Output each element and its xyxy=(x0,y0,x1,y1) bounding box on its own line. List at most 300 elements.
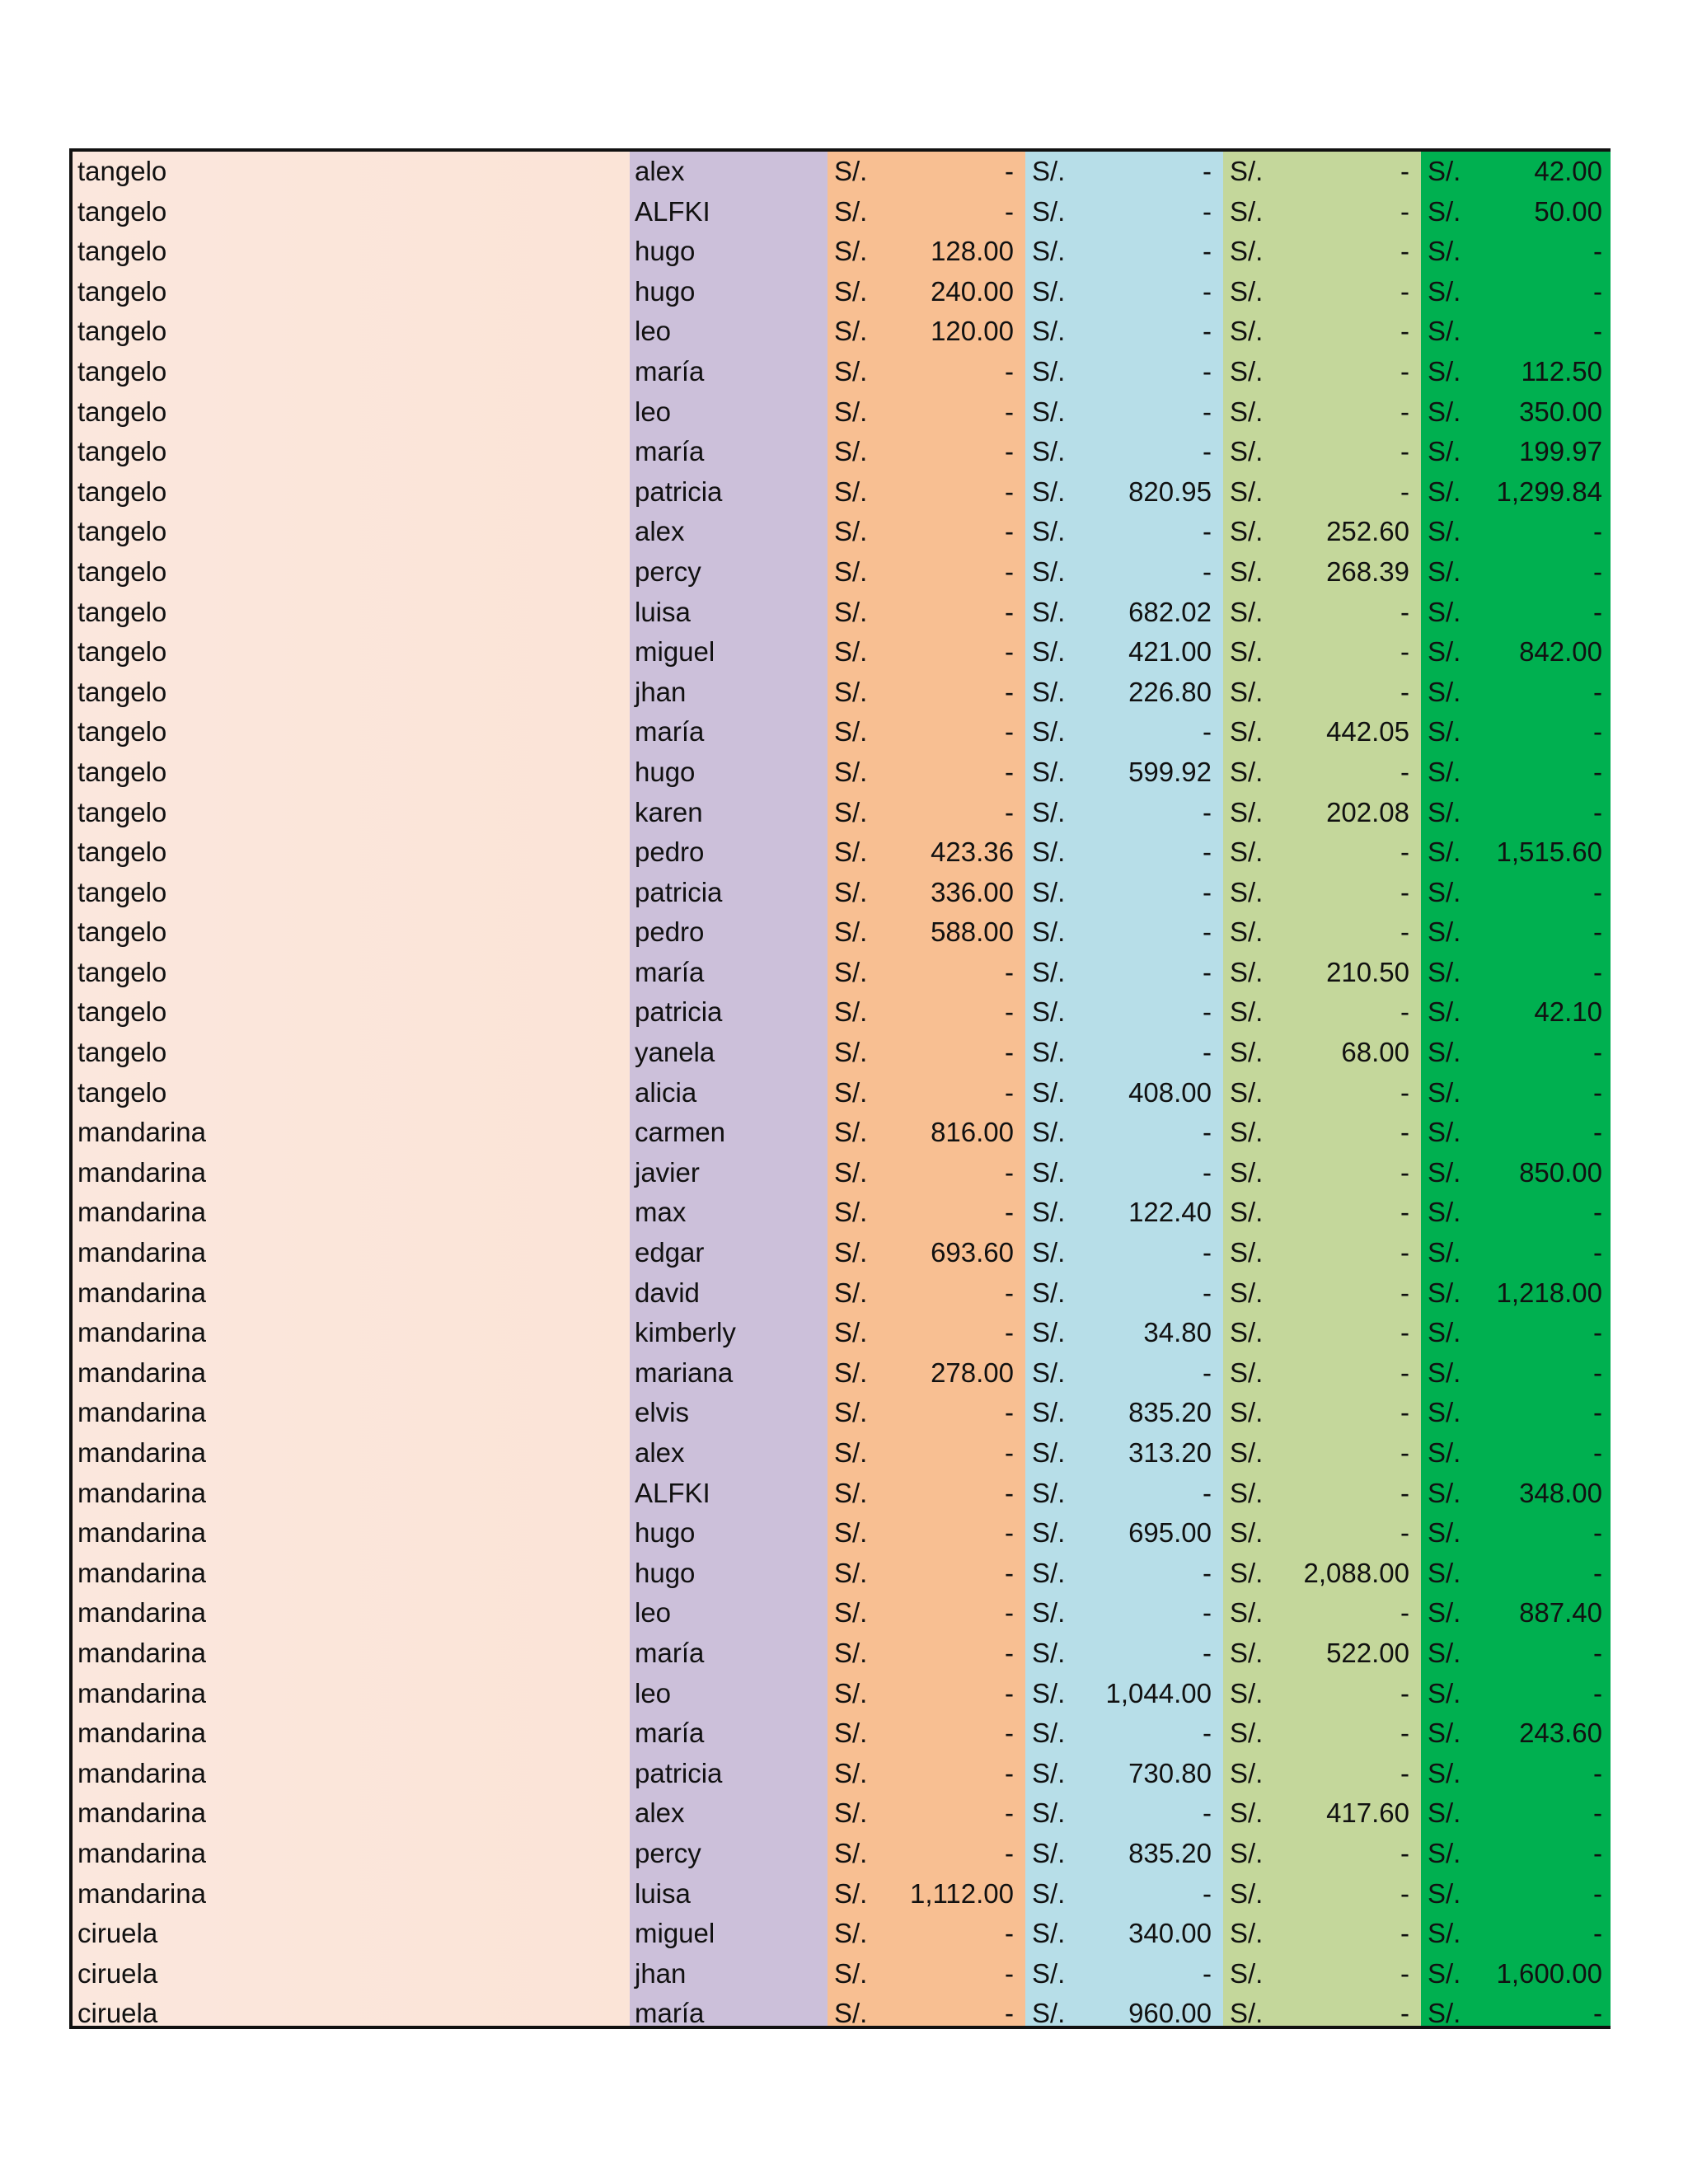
cliente-cell[interactable]: jhan xyxy=(635,676,687,707)
amount-cell-b[interactable]: - xyxy=(1203,956,1212,987)
amount-cell-c[interactable]: - xyxy=(1400,1277,1409,1308)
amount-cell-d[interactable]: - xyxy=(1593,1076,1602,1108)
amount-cell-b[interactable]: 313.20 xyxy=(1128,1437,1212,1468)
producto-cell[interactable]: mandarina xyxy=(77,1156,206,1188)
amount-cell-b[interactable]: - xyxy=(1203,1237,1212,1268)
amount-cell-b[interactable]: - xyxy=(1203,275,1212,307)
amount-cell-c[interactable]: 522.00 xyxy=(1326,1637,1409,1668)
amount-cell-a[interactable]: 128.00 xyxy=(931,236,1014,267)
currency-symbol: S/. xyxy=(1230,956,1264,987)
cliente-cell[interactable]: kimberly xyxy=(635,1317,736,1348)
producto-cell[interactable]: tangelo xyxy=(77,837,167,868)
amount-cell-b[interactable]: - xyxy=(1203,1718,1212,1749)
amount-cell-c[interactable]: - xyxy=(1400,1918,1409,1949)
amount-cell-a[interactable]: 693.60 xyxy=(931,1237,1014,1268)
amount-cell-b[interactable]: 421.00 xyxy=(1128,636,1212,668)
cliente-cell[interactable]: patricia xyxy=(635,1757,723,1788)
producto-cell[interactable]: mandarina xyxy=(77,1117,206,1148)
amount-cell-d[interactable]: - xyxy=(1593,676,1602,707)
cliente-cell[interactable]: leo xyxy=(635,1597,672,1629)
amount-cell-a[interactable]: - xyxy=(1005,156,1014,186)
amount-cell-b[interactable]: 340.00 xyxy=(1128,1918,1212,1949)
amount-cell-d[interactable]: - xyxy=(1593,1637,1602,1668)
amount-cell-d[interactable]: - xyxy=(1593,1517,1602,1549)
cliente-cell[interactable]: patricia xyxy=(635,876,723,907)
amount-cell-c[interactable]: - xyxy=(1400,1397,1409,1428)
cliente-cell[interactable]: hugo xyxy=(635,756,696,787)
amount-cell-a[interactable]: - xyxy=(1005,796,1014,827)
producto-cell[interactable]: mandarina xyxy=(77,1197,206,1228)
cliente-cell[interactable]: karen xyxy=(635,796,703,827)
amount-cell-c[interactable]: 252.60 xyxy=(1326,516,1409,547)
cliente-cell[interactable]: hugo xyxy=(635,236,696,267)
amount-cell-d[interactable]: - xyxy=(1593,555,1602,587)
amount-cell-b[interactable]: 122.40 xyxy=(1128,1197,1212,1228)
producto-cell[interactable]: tangelo xyxy=(77,916,167,948)
amount-cell-d[interactable]: 112.50 xyxy=(1521,355,1602,387)
producto-cell[interactable]: tangelo xyxy=(77,476,167,507)
amount-cell-b[interactable]: - xyxy=(1203,1277,1212,1308)
amount-cell-c[interactable]: - xyxy=(1400,396,1409,427)
amount-cell-d[interactable]: 350.00 xyxy=(1519,396,1602,427)
producto-cell[interactable]: mandarina xyxy=(77,1718,206,1749)
cliente-cell[interactable]: maría xyxy=(635,1637,705,1668)
amount-cell-c[interactable]: - xyxy=(1400,156,1409,186)
amount-cell-d[interactable]: - xyxy=(1593,1757,1602,1788)
amount-cell-d[interactable]: - xyxy=(1593,756,1602,787)
producto-cell[interactable]: tangelo xyxy=(77,996,167,1028)
amount-cell-a[interactable]: - xyxy=(1005,1437,1014,1468)
amount-cell-c[interactable]: - xyxy=(1400,1437,1409,1468)
amount-cell-c[interactable]: 442.05 xyxy=(1326,716,1409,748)
amount-cell-c[interactable]: - xyxy=(1400,1957,1409,1989)
amount-cell-a[interactable]: 1,112.00 xyxy=(909,1877,1014,1909)
cliente-cell[interactable]: leo xyxy=(635,1677,672,1708)
cliente-cell[interactable]: jhan xyxy=(635,1957,687,1989)
amount-cell-c[interactable]: - xyxy=(1400,1477,1409,1508)
producto-cell[interactable]: tangelo xyxy=(77,236,167,267)
amount-cell-d[interactable]: 50.00 xyxy=(1534,195,1602,227)
amount-cell-b[interactable]: - xyxy=(1203,1957,1212,1989)
amount-cell-d[interactable]: - xyxy=(1593,1037,1602,1068)
amount-cell-d[interactable]: - xyxy=(1593,716,1602,748)
amount-cell-b[interactable]: - xyxy=(1203,876,1212,907)
table-row xyxy=(73,152,1607,192)
producto-cell[interactable]: tangelo xyxy=(77,1037,167,1068)
cliente-cell[interactable]: edgar xyxy=(635,1237,705,1268)
amount-cell-d[interactable]: 1,218.00 xyxy=(1496,1277,1602,1308)
cliente-cell[interactable]: leo xyxy=(635,316,672,347)
amount-cell-d[interactable]: - xyxy=(1593,236,1602,267)
amount-cell-a[interactable]: - xyxy=(1005,1156,1014,1188)
cliente-cell[interactable]: alex xyxy=(635,1437,685,1468)
cliente-cell[interactable]: alicia xyxy=(635,1076,697,1108)
amount-cell-b[interactable]: - xyxy=(1203,195,1212,227)
amount-cell-b[interactable]: - xyxy=(1203,355,1212,387)
amount-cell-b[interactable]: - xyxy=(1203,1156,1212,1188)
amount-cell-b[interactable]: - xyxy=(1203,1037,1212,1068)
cliente-cell[interactable]: mariana xyxy=(635,1357,734,1388)
producto-cell[interactable]: ciruela xyxy=(77,1957,158,1989)
amount-cell-c[interactable]: - xyxy=(1400,1877,1409,1909)
amount-cell-b[interactable]: - xyxy=(1203,1357,1212,1388)
cliente-cell[interactable]: miguel xyxy=(635,636,715,668)
amount-cell-d[interactable]: - xyxy=(1593,275,1602,307)
amount-cell-a[interactable]: - xyxy=(1005,1557,1014,1588)
cliente-cell[interactable]: luisa xyxy=(635,596,691,627)
amount-cell-a[interactable]: - xyxy=(1005,195,1014,227)
amount-cell-b[interactable]: - xyxy=(1203,1797,1212,1829)
amount-cell-b[interactable]: - xyxy=(1203,1117,1212,1148)
cliente-cell[interactable]: alex xyxy=(635,516,685,547)
amount-cell-d[interactable]: - xyxy=(1593,1837,1602,1868)
cliente-cell[interactable]: maría xyxy=(635,1718,705,1749)
producto-cell[interactable]: mandarina xyxy=(77,1357,206,1388)
currency-symbol: S/. xyxy=(834,1437,868,1468)
producto-cell[interactable]: tangelo xyxy=(77,716,167,748)
amount-cell-b[interactable]: 682.02 xyxy=(1128,596,1212,627)
currency-symbol: S/. xyxy=(834,1477,868,1508)
amount-cell-d[interactable]: - xyxy=(1593,1357,1602,1388)
cliente-cell[interactable]: miguel xyxy=(635,1918,715,1949)
amount-cell-a[interactable]: - xyxy=(1005,355,1014,387)
producto-cell[interactable]: mandarina xyxy=(77,1477,206,1508)
amount-cell-b[interactable]: - xyxy=(1203,1597,1212,1629)
amount-cell-a[interactable]: - xyxy=(1005,636,1014,668)
amount-cell-c[interactable]: - xyxy=(1400,275,1409,307)
cliente-cell[interactable]: luisa xyxy=(635,1877,691,1909)
amount-cell-b[interactable]: 408.00 xyxy=(1128,1076,1212,1108)
currency-symbol: S/. xyxy=(1032,1156,1066,1188)
cliente-cell[interactable]: david xyxy=(635,1277,700,1308)
amount-cell-b[interactable]: 835.20 xyxy=(1128,1837,1212,1868)
amount-cell-a[interactable]: - xyxy=(1005,1277,1014,1308)
amount-cell-a[interactable]: - xyxy=(1005,1918,1014,1949)
amount-cell-c[interactable]: - xyxy=(1400,1197,1409,1228)
producto-cell[interactable]: tangelo xyxy=(77,1076,167,1108)
producto-cell[interactable]: tangelo xyxy=(77,796,167,827)
amount-cell-c[interactable]: - xyxy=(1400,876,1409,907)
cliente-cell[interactable]: maría xyxy=(635,436,705,467)
amount-cell-a[interactable]: - xyxy=(1005,756,1014,787)
amount-cell-b[interactable]: - xyxy=(1203,236,1212,267)
cliente-cell[interactable]: elvis xyxy=(635,1397,690,1428)
cliente-cell[interactable]: alex xyxy=(635,1797,685,1829)
amount-cell-c[interactable]: - xyxy=(1400,236,1409,267)
amount-cell-d[interactable]: - xyxy=(1593,1918,1602,1949)
amount-cell-b[interactable]: - xyxy=(1203,837,1212,868)
producto-cell[interactable]: tangelo xyxy=(77,436,167,467)
amount-cell-c[interactable]: - xyxy=(1400,756,1409,787)
amount-cell-b[interactable]: - xyxy=(1203,516,1212,547)
cliente-cell[interactable]: percy xyxy=(635,555,701,587)
amount-cell-c[interactable]: 2,088.00 xyxy=(1303,1557,1409,1588)
cliente-cell[interactable]: yanela xyxy=(635,1037,715,1068)
amount-cell-a[interactable]: - xyxy=(1005,1718,1014,1749)
cliente-cell[interactable]: patricia xyxy=(635,476,723,507)
cliente-cell[interactable]: maría xyxy=(635,956,705,987)
producto-cell[interactable]: tangelo xyxy=(77,516,167,547)
amount-cell-a[interactable]: - xyxy=(1005,1517,1014,1549)
amount-cell-a[interactable]: - xyxy=(1005,1197,1014,1228)
amount-cell-a[interactable]: - xyxy=(1005,1317,1014,1348)
amount-cell-a[interactable]: - xyxy=(1005,716,1014,748)
amount-cell-b[interactable]: - xyxy=(1203,1477,1212,1508)
producto-cell[interactable]: mandarina xyxy=(77,1597,206,1629)
amount-cell-c[interactable]: 202.08 xyxy=(1326,796,1409,827)
amount-cell-c[interactable]: - xyxy=(1400,195,1409,227)
producto-cell[interactable]: mandarina xyxy=(77,1557,206,1588)
currency-symbol: S/. xyxy=(1428,1877,1461,1909)
amount-cell-c[interactable]: - xyxy=(1400,1156,1409,1188)
producto-cell[interactable]: mandarina xyxy=(77,1317,206,1348)
amount-cell-b[interactable]: 835.20 xyxy=(1128,1397,1212,1428)
amount-cell-d[interactable]: - xyxy=(1593,1397,1602,1428)
amount-cell-a[interactable]: - xyxy=(1005,596,1014,627)
producto-cell[interactable]: tangelo xyxy=(77,195,167,227)
amount-cell-c[interactable]: - xyxy=(1400,355,1409,387)
cliente-cell[interactable]: hugo xyxy=(635,1557,696,1588)
cliente-cell[interactable]: pedro xyxy=(635,916,705,948)
amount-cell-d[interactable]: - xyxy=(1593,956,1602,987)
amount-cell-a[interactable]: - xyxy=(1005,1757,1014,1788)
amount-cell-d[interactable]: - xyxy=(1593,1797,1602,1829)
cliente-cell[interactable]: maría xyxy=(635,1998,705,2029)
amount-cell-a[interactable]: - xyxy=(1005,1797,1014,1829)
amount-cell-a[interactable]: 816.00 xyxy=(931,1117,1014,1148)
amount-cell-b[interactable]: - xyxy=(1203,156,1212,186)
amount-cell-d[interactable]: - xyxy=(1593,876,1602,907)
amount-cell-a[interactable]: - xyxy=(1005,1957,1014,1989)
producto-cell[interactable]: tangelo xyxy=(77,676,167,707)
amount-cell-b[interactable]: 34.80 xyxy=(1143,1317,1212,1348)
producto-cell[interactable]: tangelo xyxy=(77,756,167,787)
amount-cell-a[interactable]: - xyxy=(1005,1637,1014,1668)
producto-cell[interactable]: mandarina xyxy=(77,1797,206,1829)
producto-cell[interactable]: tangelo xyxy=(77,596,167,627)
amount-cell-d[interactable]: 42.10 xyxy=(1534,996,1602,1028)
cliente-cell[interactable]: hugo xyxy=(635,1517,696,1549)
producto-cell[interactable]: ciruela xyxy=(77,1918,158,1949)
amount-cell-d[interactable]: - xyxy=(1593,1877,1602,1909)
amount-cell-a[interactable]: - xyxy=(1005,555,1014,587)
amount-cell-d[interactable]: - xyxy=(1593,1237,1602,1268)
producto-cell[interactable]: ciruela xyxy=(77,1998,158,2029)
currency-symbol: S/. xyxy=(1428,476,1461,507)
amount-cell-c[interactable]: - xyxy=(1400,916,1409,948)
amount-cell-a[interactable]: 423.36 xyxy=(931,837,1014,868)
producto-cell[interactable]: tangelo xyxy=(77,876,167,907)
amount-cell-c[interactable]: - xyxy=(1400,1357,1409,1388)
amount-cell-a[interactable]: - xyxy=(1005,476,1014,507)
amount-cell-b[interactable]: - xyxy=(1203,555,1212,587)
amount-cell-b[interactable]: - xyxy=(1203,716,1212,748)
amount-cell-a[interactable]: - xyxy=(1005,1677,1014,1708)
producto-cell[interactable]: tangelo xyxy=(77,316,167,347)
amount-cell-c[interactable]: - xyxy=(1400,1117,1409,1148)
currency-symbol: S/. xyxy=(1032,1237,1066,1268)
amount-cell-a[interactable]: - xyxy=(1005,1037,1014,1068)
table-row xyxy=(73,1994,1607,2034)
amount-cell-d[interactable]: - xyxy=(1593,1677,1602,1708)
amount-cell-b[interactable]: - xyxy=(1203,1637,1212,1668)
amount-cell-d[interactable]: 348.00 xyxy=(1519,1477,1602,1508)
amount-cell-c[interactable]: - xyxy=(1400,996,1409,1028)
amount-cell-a[interactable]: - xyxy=(1005,1076,1014,1108)
amount-cell-d[interactable]: - xyxy=(1593,1557,1602,1588)
amount-cell-c[interactable]: - xyxy=(1400,1597,1409,1629)
currency-symbol: S/. xyxy=(1032,916,1066,948)
producto-cell[interactable]: mandarina xyxy=(77,1397,206,1428)
cliente-cell[interactable]: pedro xyxy=(635,837,705,868)
amount-cell-c[interactable]: - xyxy=(1400,1237,1409,1268)
amount-cell-d[interactable]: 1,299.84 xyxy=(1496,476,1602,507)
cliente-cell[interactable]: patricia xyxy=(635,996,723,1028)
amount-cell-a[interactable]: - xyxy=(1005,436,1014,467)
amount-cell-b[interactable]: 730.80 xyxy=(1128,1757,1212,1788)
amount-cell-c[interactable]: - xyxy=(1400,1076,1409,1108)
cliente-cell[interactable]: maría xyxy=(635,355,705,387)
amount-cell-a[interactable]: - xyxy=(1005,1397,1014,1428)
amount-cell-a[interactable]: 240.00 xyxy=(931,275,1014,307)
amount-cell-b[interactable]: - xyxy=(1203,396,1212,427)
amount-cell-d[interactable]: - xyxy=(1593,1117,1602,1148)
cliente-cell[interactable]: alex xyxy=(635,156,685,186)
table-row xyxy=(73,912,1607,953)
amount-cell-d[interactable]: - xyxy=(1593,516,1602,547)
amount-cell-b[interactable]: 695.00 xyxy=(1128,1517,1212,1549)
amount-cell-d[interactable]: 887.40 xyxy=(1519,1597,1602,1629)
amount-cell-d[interactable]: 243.60 xyxy=(1519,1718,1602,1749)
amount-cell-a[interactable]: - xyxy=(1005,516,1014,547)
amount-cell-c[interactable]: 68.00 xyxy=(1341,1037,1409,1068)
amount-cell-d[interactable]: 842.00 xyxy=(1519,636,1602,668)
producto-cell[interactable]: mandarina xyxy=(77,1837,206,1868)
amount-cell-a[interactable]: - xyxy=(1005,676,1014,707)
cliente-cell[interactable]: javier xyxy=(635,1156,700,1188)
cliente-cell[interactable]: max xyxy=(635,1197,687,1228)
amount-cell-c[interactable]: - xyxy=(1400,1317,1409,1348)
amount-cell-b[interactable]: - xyxy=(1203,996,1212,1028)
amount-cell-a[interactable]: 120.00 xyxy=(931,316,1014,347)
amount-cell-a[interactable]: - xyxy=(1005,1477,1014,1508)
currency-symbol: S/. xyxy=(834,275,868,307)
amount-cell-c[interactable]: - xyxy=(1400,837,1409,868)
amount-cell-d[interactable]: - xyxy=(1593,596,1602,627)
amount-cell-d[interactable]: - xyxy=(1593,1197,1602,1228)
producto-cell[interactable]: mandarina xyxy=(77,1877,206,1909)
cliente-cell[interactable]: leo xyxy=(635,396,672,427)
producto-cell[interactable]: tangelo xyxy=(77,156,167,186)
amount-cell-d[interactable]: 42.00 xyxy=(1534,156,1602,186)
amount-cell-c[interactable]: - xyxy=(1400,1517,1409,1549)
cliente-cell[interactable]: hugo xyxy=(635,275,696,307)
amount-cell-c[interactable]: - xyxy=(1400,1998,1409,2029)
amount-cell-c[interactable]: - xyxy=(1400,596,1409,627)
amount-cell-b[interactable]: - xyxy=(1203,436,1212,467)
amount-cell-b[interactable]: - xyxy=(1203,796,1212,827)
amount-cell-d[interactable]: - xyxy=(1593,796,1602,827)
amount-cell-b[interactable]: - xyxy=(1203,916,1212,948)
amount-cell-a[interactable]: - xyxy=(1005,396,1014,427)
producto-cell[interactable]: tangelo xyxy=(77,636,167,668)
amount-cell-c[interactable]: - xyxy=(1400,316,1409,347)
amount-cell-c[interactable]: 210.50 xyxy=(1326,956,1409,987)
amount-cell-b[interactable]: 1,044.00 xyxy=(1105,1677,1212,1708)
producto-cell[interactable]: tangelo xyxy=(77,275,167,307)
table-row xyxy=(73,1554,1607,1594)
producto-cell[interactable]: tangelo xyxy=(77,956,167,987)
amount-cell-c[interactable]: - xyxy=(1400,1757,1409,1788)
amount-cell-c[interactable]: - xyxy=(1400,676,1409,707)
amount-cell-a[interactable]: 588.00 xyxy=(931,916,1014,948)
amount-cell-b[interactable]: - xyxy=(1203,1557,1212,1588)
currency-symbol: S/. xyxy=(1428,1437,1461,1468)
amount-cell-a[interactable]: - xyxy=(1005,1597,1014,1629)
amount-cell-a[interactable]: - xyxy=(1005,996,1014,1028)
amount-cell-d[interactable]: - xyxy=(1593,1317,1602,1348)
cliente-cell[interactable]: maría xyxy=(635,716,705,748)
amount-cell-c[interactable]: - xyxy=(1400,1677,1409,1708)
amount-cell-d[interactable]: 1,600.00 xyxy=(1496,1957,1602,1989)
amount-cell-c[interactable]: - xyxy=(1400,636,1409,668)
amount-cell-b[interactable]: 226.80 xyxy=(1128,676,1212,707)
amount-cell-d[interactable]: - xyxy=(1593,316,1602,347)
amount-cell-d[interactable]: 199.97 xyxy=(1519,436,1602,467)
amount-cell-a[interactable]: 336.00 xyxy=(931,876,1014,907)
currency-symbol: S/. xyxy=(1230,1237,1264,1268)
amount-cell-c[interactable]: - xyxy=(1400,436,1409,467)
amount-cell-c[interactable]: - xyxy=(1400,1718,1409,1749)
currency-symbol: S/. xyxy=(1428,596,1461,627)
producto-cell[interactable]: mandarina xyxy=(77,1437,206,1468)
producto-cell[interactable]: tangelo xyxy=(77,555,167,587)
producto-cell[interactable]: tangelo xyxy=(77,396,167,427)
currency-symbol: S/. xyxy=(1032,1918,1066,1949)
amount-cell-d[interactable]: - xyxy=(1593,916,1602,948)
amount-cell-c[interactable]: 268.39 xyxy=(1326,555,1409,587)
amount-cell-a[interactable]: - xyxy=(1005,1837,1014,1868)
amount-cell-d[interactable]: 850.00 xyxy=(1519,1156,1602,1188)
amount-cell-a[interactable]: - xyxy=(1005,956,1014,987)
currency-symbol: S/. xyxy=(1032,716,1066,748)
producto-cell[interactable]: mandarina xyxy=(77,1237,206,1268)
amount-cell-b[interactable]: - xyxy=(1203,1877,1212,1909)
amount-cell-c[interactable]: - xyxy=(1400,476,1409,507)
amount-cell-c[interactable]: 417.60 xyxy=(1326,1797,1409,1829)
cliente-cell[interactable]: percy xyxy=(635,1837,701,1868)
amount-cell-b[interactable]: 599.92 xyxy=(1128,756,1212,787)
amount-cell-b[interactable]: - xyxy=(1203,316,1212,347)
amount-cell-b[interactable]: 960.00 xyxy=(1128,1998,1212,2029)
amount-cell-b[interactable]: 820.95 xyxy=(1128,476,1212,507)
producto-cell[interactable]: mandarina xyxy=(77,1277,206,1308)
amount-cell-d[interactable]: - xyxy=(1593,1437,1602,1468)
amount-cell-d[interactable]: 1,515.60 xyxy=(1496,837,1602,868)
amount-cell-a[interactable]: 278.00 xyxy=(931,1357,1014,1388)
producto-cell[interactable]: mandarina xyxy=(77,1757,206,1788)
producto-cell[interactable]: tangelo xyxy=(77,355,167,387)
cliente-cell[interactable]: ALFKI xyxy=(635,195,710,227)
producto-cell[interactable]: mandarina xyxy=(77,1517,206,1549)
producto-cell[interactable]: mandarina xyxy=(77,1637,206,1668)
amount-cell-d[interactable]: - xyxy=(1593,1998,1602,2029)
cliente-cell[interactable]: carmen xyxy=(635,1117,726,1148)
cliente-cell[interactable]: ALFKI xyxy=(635,1477,710,1508)
producto-cell[interactable]: mandarina xyxy=(77,1677,206,1708)
amount-cell-c[interactable]: - xyxy=(1400,1837,1409,1868)
amount-cell-a[interactable]: - xyxy=(1005,1998,1014,2029)
